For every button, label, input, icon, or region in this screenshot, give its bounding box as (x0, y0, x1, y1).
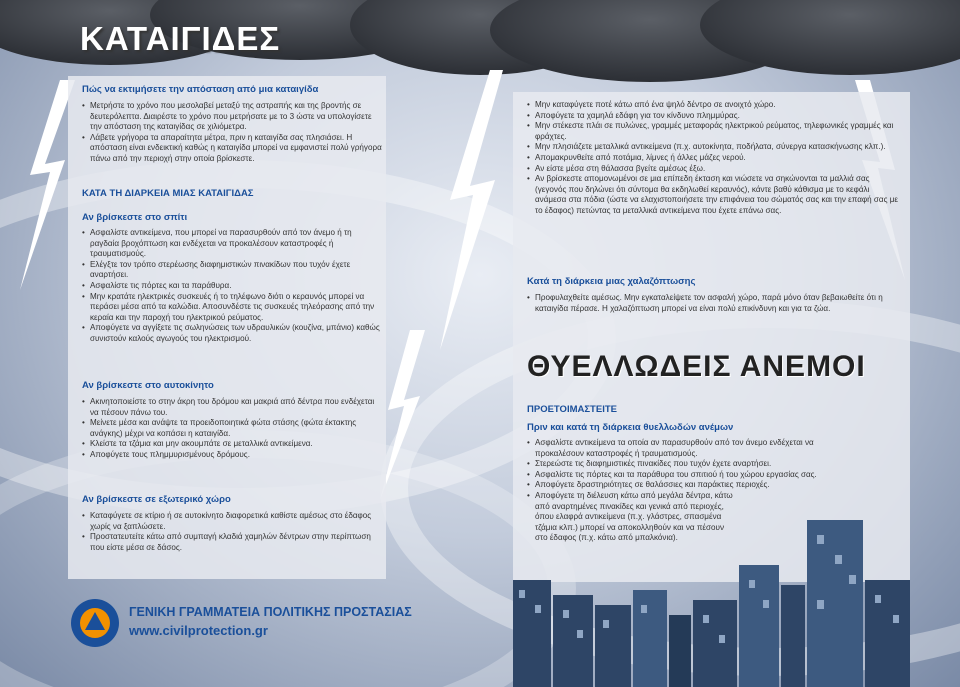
list-item: • Μείνετε μέσα και ανάψτε τα προειδοποιητικά φώτα στάσης (φώτα έκτακτης ανάγκης) μέχρι να κοπάσει η καταιγίδα. (82, 418, 382, 439)
civil-protection-logo (70, 598, 120, 648)
list-item: • Ακινητοποιείστε το στην άκρη του δρόμου και μακριά από δέντρα που ενδέχεται να πέσουν πάνω του. (82, 397, 382, 418)
hail-list (527, 293, 902, 314)
list-item: • Αποφύγετε να αγγίξετε τις σωληνώσεις των υδραυλικών (κουζίνα, μπάνιο) καθώς συνιστούν καλούς αγωγούς του ηλεκτρισμού. (82, 323, 382, 344)
list-item: • Αποφύγετε τους πλημμυρισμένους δρόμους. (82, 450, 382, 461)
distance-heading: Πώς να εκτιμήσετε την απόσταση από μια καταιγίδα (82, 84, 319, 95)
before-during-heading: Πριν και κατά τη διάρκεια θυελλωδών ανέμων (527, 422, 734, 433)
list-item: • Αποφύγετε τη διέλευση κάτω από μεγάλα δέντρα, κάτω από αναρτημένες πινακίδες και γενικά από περιοχές, όπου ελαφρά αντικείμενα (π.χ. γλάστρες, σπασμένα τζάμια κλπ.) μπορεί να αποκολληθούν και να πέσουν στο έδαφος (π.χ. κάτω από μπαλκόνια). (527, 491, 735, 544)
organization-name: ΓΕΝΙΚΗ ΓΡΑΜΜΑΤΕΙΑ ΠΟΛΙΤΙΚΗΣ ΠΡΟΣΤΑΣΙΑΣ (129, 605, 412, 619)
during-heading: ΚΑΤΑ ΤΗ ΔΙΑΡΚΕΙΑ ΜΙΑΣ ΚΑΤΑΙΓΙΔΑΣ (82, 188, 254, 199)
home-section (82, 212, 382, 345)
prepare-heading: ΠΡΟΕΤΟΙΜΑΣΤΕΙΤΕ (527, 404, 617, 415)
outdoor-continued-section (527, 100, 902, 217)
list-item: • Ασφαλίστε αντικείμενα, που μπορεί να παρασυρθούν από τον άνεμο ή τη ραγδαία βροχόπτωση και ενδέχεται να προκαλέσουν καταστροφές ή τραυματισμούς. (82, 228, 382, 260)
list-item: • Ασφαλίστε τις πόρτες και τα παράθυρα του σπιτιού ή του χώρου εργασίας σας. (527, 470, 837, 481)
outdoor-section (82, 494, 382, 553)
list-item: • Κλείστε τα τζάμια και μην ακουμπάτε σε μεταλλικά αντικείμενα. (82, 439, 382, 450)
car-section (82, 380, 382, 461)
winds-title: ΘΥΕΛΛΩΔΕΙΣ ΑΝΕΜΟΙ (527, 350, 866, 383)
during-section (82, 188, 382, 199)
list-item: • Αποφύγετε τα χαμηλά εδάφη για τον κίνδυνο πλημμύρας. (527, 111, 902, 122)
distance-list (82, 101, 382, 165)
list-item: • Απομακρυνθείτε από ποτάμια, λίμνες ή άλλες μάζες νερού. (527, 153, 902, 164)
outdoor-continued-list (527, 100, 902, 217)
city-skyline-illustration (513, 510, 910, 687)
website-link[interactable]: www.civilprotection.gr (129, 623, 268, 638)
hail-heading: Κατά τη διάρκεια μιας χαλαζόπτωσης (527, 276, 696, 287)
list-item: • Μην στέκεστε πλάι σε πυλώνες, γραμμές μεταφοράς ηλεκτρικού ρεύματος, τηλεφωνικές γραμμές και φράχτες. (527, 121, 902, 142)
outdoor-list (82, 511, 382, 553)
list-item: • Μην πλησιάζετε μεταλλικά αντικείμενα (π.χ. αυτοκίνητα, ποδήλατα, σύνεργα κατασκήνωσης κλπ.). (527, 142, 902, 153)
outdoor-heading: Αν βρίσκεστε σε εξωτερικό χώρο (82, 494, 231, 505)
list-item: • Καταφύγετε σε κτίριο ή σε αυτοκίνητο διαφορετικά καθίστε αμέσως στο έδαφος χωρίς να ξαπλώσετε. (82, 511, 382, 532)
list-item: • Ασφαλίστε τις πόρτες και τα παράθυρα. (82, 281, 382, 292)
list-item: • Προφυλαχθείτε αμέσως. Μην εγκαταλείψετε τον ασφαλή χώρο, παρά μόνο όταν βεβαιωθείτε ότι η καταιγίδα πέρασε. Η χαλαζόπτωση μπορεί να είναι πολύ επικίνδυνη και για τα ζώα. (527, 293, 902, 314)
list-item: • Αποφύγετε δραστηριότητες σε θαλάσσιες και παράκτιες περιοχές. (527, 480, 837, 491)
lightning-bolt-icon (380, 330, 430, 500)
list-item: • Λάβετε γρήγορα τα απαραίτητα μέτρα, πριν η καταιγίδα σας πλησιάσει. Η απόσταση είναι ενδεικτική καθώς η καταιγίδα μπορεί να εμφανιστεί πολύ γρήγορα πάνω από την περιοχή στην οποία βρίσκεστε. (82, 133, 382, 165)
storms-title: ΚΑΤΑΙΓΙΔΕΣ (80, 20, 281, 57)
car-heading: Αν βρίσκεστε στο αυτοκίνητο (82, 380, 214, 391)
home-list (82, 228, 382, 345)
list-item: • Αν είστε μέσα στη θάλασσα βγείτε αμέσως έξω. (527, 164, 902, 175)
list-item: • Στερεώστε τις διαφημιστικές πινακίδες που τυχόν έχετε αναρτήσει. (527, 459, 837, 470)
lightning-bolt-icon (435, 70, 505, 350)
list-item: • Μην καταφύγετε ποτέ κάτω από ένα ψηλό δέντρο σε ανοιχτό χώρο. (527, 100, 902, 111)
car-list (82, 397, 382, 461)
distance-section (82, 84, 382, 165)
list-item: • Μετρήστε το χρόνο που μεσολαβεί μεταξύ της αστραπής και της βροντής σε δευτερόλεπτα. Διαιρέστε το χρόνο που μετρήσατε με το 3 ώστε να υπολογίσετε την απόσταση της καταιγίδας σε χιλιόμετρα. (82, 101, 382, 133)
list-item: • Αν βρίσκεστε απομονωμένοι σε μια επίπεδη έκταση και νιώσετε να σηκώνονται τα μαλλιά σας (γεγονός που δηλώνει ότι σύντομα θα εκδηλωθεί κεραυνός), κάντε βαθύ κάθισμα με το κεφάλι ανάμεσα στα πόδια (ώστε να ελαχιστοποιήσετε την επιφάνεια του σώματός σας και την επαφή σας με το έδαφος) πετώντας τα μεταλλικά αντικείμενα που έχετε επάνω σας. (527, 174, 902, 216)
hail-section (527, 276, 902, 314)
list-item: • Προστατευτείτε κάτω από συμπαγή κλαδιά χαμηλών δέντρων στην περίπτωση που είστε μέσα σε δάσος. (82, 532, 382, 553)
list-item: • Μην κρατάτε ηλεκτρικές συσκευές ή το τηλέφωνο διότι ο κεραυνός μπορεί να περάσει μέσα από τα καλώδια. Αποσυνδέστε τις συσκευές τηλεόρασης από την κεραία και την παροχή του ηλεκτρικού ρεύματος. (82, 292, 382, 324)
home-heading: Αν βρίσκεστε στο σπίτι (82, 212, 188, 223)
list-item: • Ελέγξτε τον τρόπο στερέωσης διαφημιστικών πινακίδων που τυχόν έχετε αναρτήσει. (82, 260, 382, 281)
list-item: • Ασφαλίστε αντικείμενα τα οποία αν παρασυρθούν από τον άνεμο ενδέχεται να προκαλέσουν καταστροφές ή τραυματισμούς. (527, 438, 837, 459)
